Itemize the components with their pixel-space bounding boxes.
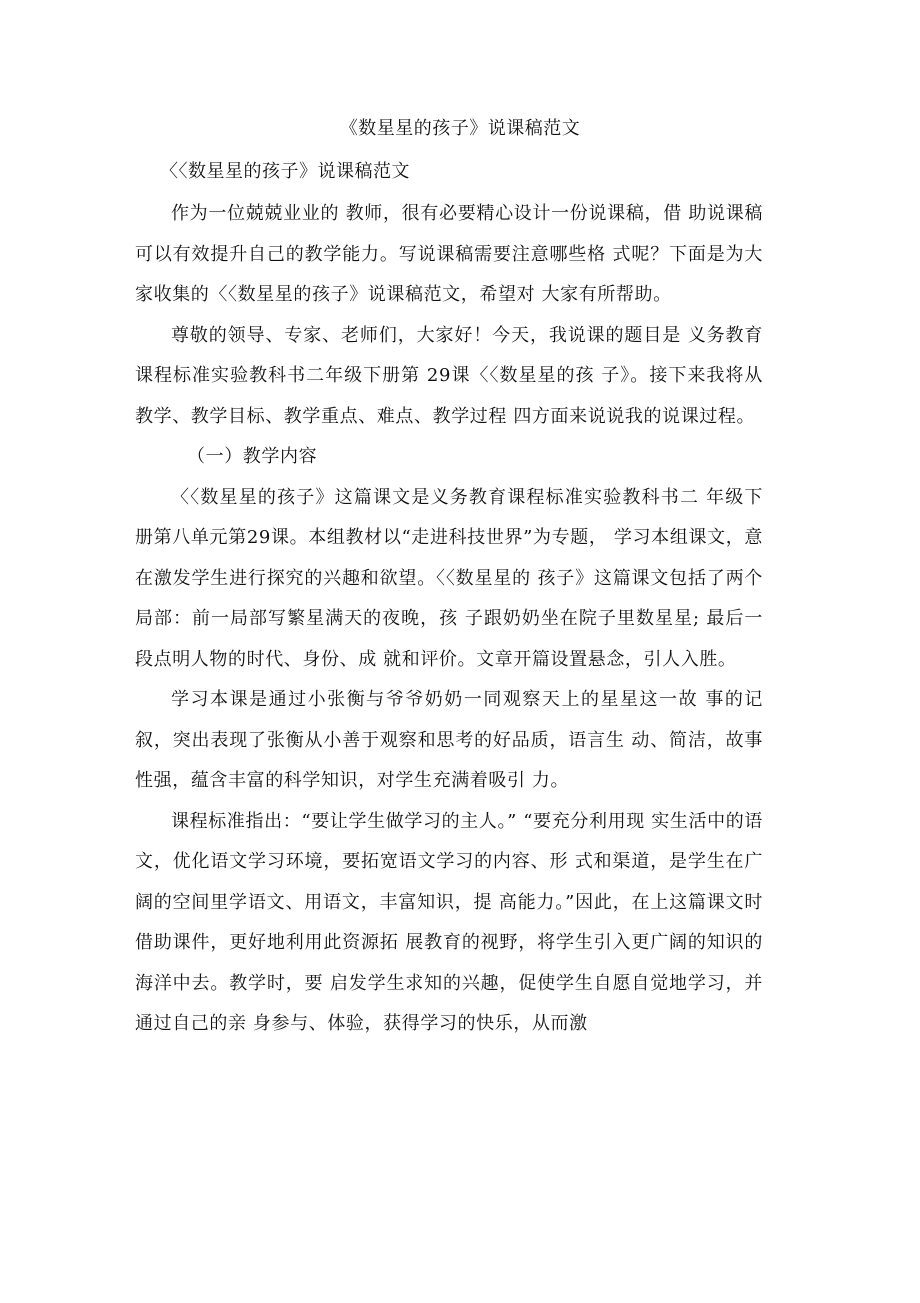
- document-subtitle: 〈〈数星星的孩子》说课稿范文: [160, 161, 410, 182]
- paragraph-content: 〈〈数星星的孩子》这篇课文是义务教育课程标准实验教科书二 年级下册第八单元第29课。本组教材以“走进科技世界”为专题， 学习本组课文，意在激发学生进行探究的兴趣和欲望。〈〈数星星的 孩子》这篇课文包括了两个局部：前一局部写繁星满天的夜晚，孩 子跟奶奶坐在院子里数星星; 最后一段点明人物的时代、身份、成 就和评价。文章开篇设置悬念，引人入胜。: [135, 486, 763, 670]
- document-body: [135, 194, 763, 1045]
- document-title: 《数星星的孩子》说课稿范文: [339, 118, 581, 139]
- paragraph-intro: 作为一位兢兢业业的 教师，很有必要精心设计一份说课稿，借 助说课稿可以有效提升自己的教学能力。写说课稿需要注意哪些格 式呢？下面是为大家收集的〈〈数星星的孩子》说课稿范文，希望对 大家有所帮助。: [135, 203, 763, 305]
- paragraph-standard: 课程标准指出：“要让学生做学习的主人。” “要充分利用现 实生活中的语文，优化语文学习环境，要拓宽语文学习的内容、形 式和渠道，是学生在广阔的空间里学语文、用语文，丰富知识，提 高能力。”因此，在上这篇课文时借助课件，更好地利用此资源拓 展教育的视野，将学生引入更广阔的知识的海洋中去。教学时，要 启发学生求知的兴趣，促使学生自愿自觉地学习，并通过自己的亲 身参与、体验，获得学习的快乐，从而激: [135, 810, 763, 1034]
- section-heading-teaching-content: （一）教学内容: [187, 446, 318, 467]
- paragraph-study: 学习本课是通过小张衡与爷爷奶奶一同观察天上的星星这一故 事的记叙，突出表现了张衡从小善于观察和思考的好品质，语言生 动、简洁，故事性强，蕴含丰富的科学知识，对学生充满着吸引 力。: [135, 689, 763, 791]
- paragraph-greeting: 尊敬的领导、专家、老师们，大家好！今天，我说课的题目是 义务教育课程标准实验教科书二年级下册第 29课〈〈数星星的孩 子》。接下来我将从教学、教学目标、教学重点、难点、教学过程 四方面来说说我的说课过程。: [135, 324, 763, 427]
